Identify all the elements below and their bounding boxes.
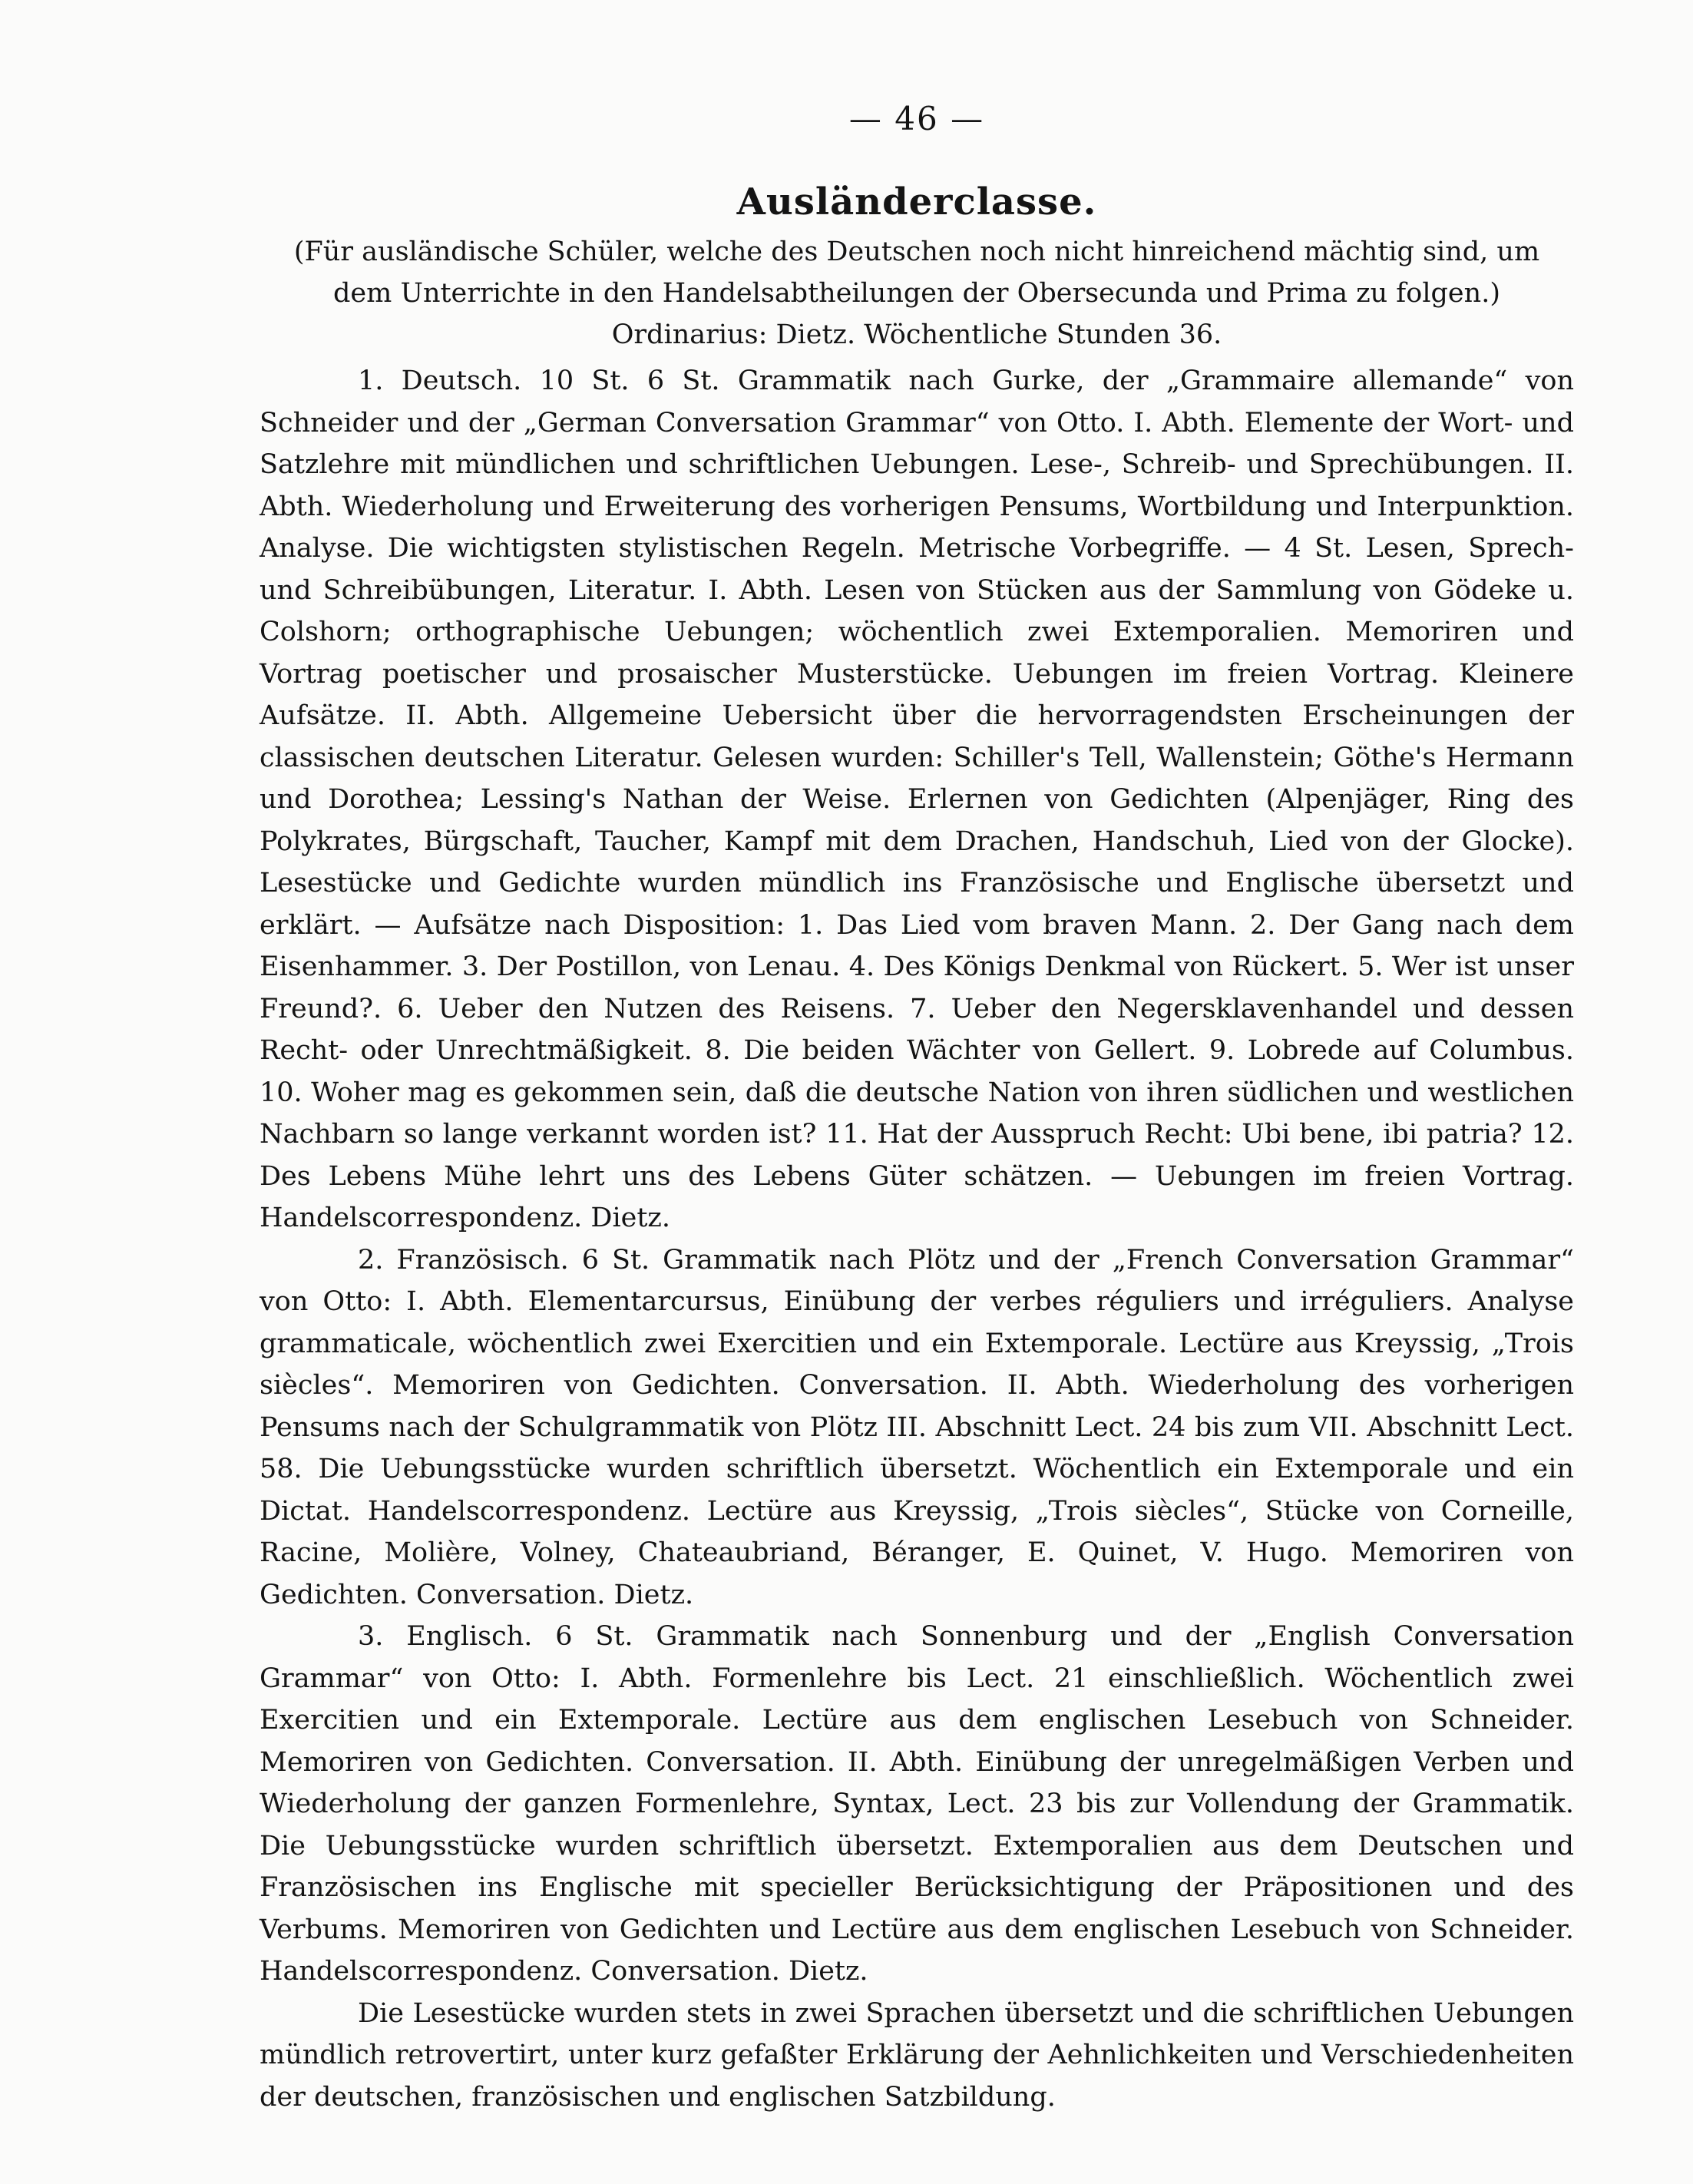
paragraph-closing: Die Lesestücke wurden stets in zwei Sprachen übersetzt und die schriftlichen Uebungen mündlich retrovertirt, unter kurz gefaßter Erklärung der Aehnlichkeiten und Verschiedenheiten der deutschen, französischen und englischen Satzbildung. [260,1997,1574,2113]
document-page [260,100,1574,2118]
paragraph-englisch: 3. Englisch. 6 St. Grammatik nach Sonnenburg und der „English Conversation Grammar“ von Otto: I. Abth. Formenlehre bis Lect. 21 einschließlich. Wöchentlich zwei Exercitien und ein Extemporale. Lectüre aus dem englischen Lesebuch von Schneider. Memoriren von Gedichten. Conversation. II. Abth. Einübung der unregelmäßigen Verben und Wiederholung der ganzen Formenlehre, Syntax, Lect. 23 bis zur Vollendung der Grammatik. Die Uebungsstücke wurden schriftlich übersetzt. Extemporalien aus dem Deutschen und Französischen ins Englische mit specieller Berücksichtigung der Präpositionen und des Verbums. Memoriren von Gedichten und Lectüre aus dem englischen Lesebuch von Schneider. Handelscorrespondenz. Conversation. Dietz. [260,1621,1574,1987]
ordinarius-line: Ordinarius: Dietz. Wöchentliche Stunden 36. [611,319,1222,350]
paragraph-deutsch: 1. Deutsch. 10 St. 6 St. Grammatik nach Gurke, der „Grammaire allemande“ von Schneider und der „German Conversation Grammar“ von Otto. I. Abth. Elemente der Wort- und Satzlehre mit mündlichen und schriftlichen Uebungen. Lese-, Schreib- und Sprechübungen. II. Abth. Wiederholung und Erweiterung des vorherigen Pensums, Wortbildung und Interpunktion. Analyse. Die wichtigsten stylistischen Regeln. Metrische Vorbegriffe. — 4 St. Lesen, Sprech- und Schreibübungen, Literatur. I. Abth. Lesen von Stücken aus der Sammlung von Gödeke u. Colshorn; orthographische Uebungen; wöchentlich zwei Extemporalien. Memoriren und Vortrag poetischer und prosaischer Musterstücke. Uebungen im freien Vortrag. Kleinere Aufsätze. II. Abth. Allgemeine Uebersicht über die hervorragendsten Erscheinungen der classischen deutschen Literatur. Gelesen wurden: Schiller's Tell, Wallenstein; Göthe's Hermann und Dorothea; Lessing's Nathan der Weise. Erlernen von Gedichten (Alpenjäger, Ring des Polykrates, Bürgschaft, Taucher, Kampf mit dem Drachen, Handschuh, Lied von der Glocke). Lesestücke und Gedichte wurden mündlich ins Französische und Englische übersetzt und erklärt. — Aufsätze nach Disposition: 1. Das Lied vom braven Mann. 2. Der Gang nach dem Eisenhammer. 3. Der Postillon, von Lenau. 4. Des Königs Denkmal von Rückert. 5. Wer ist unser Freund?. 6. Ueber den Nutzen des Reisens. 7. Ueber den Negersklavenhandel und dessen Recht- oder Unrechtmäßigkeit. 8. Die beiden Wächter von Gellert. 9. Lobrede auf Columbus. 10. Woher mag es gekommen sein, daß die deutsche Nation von ihren südlichen und westlichen Nachbarn so lange verkannt worden ist? 11. Hat der Ausspruch Recht: Ubi bene, ibi patria? 12. Des Lebens Mühe lehrt uns des Lebens Güter schätzen. — Uebungen im freien Vortrag. Handelscorrespondenz. Dietz. [260,366,1574,1233]
paragraph-franzoesisch: 2. Französisch. 6 St. Grammatik nach Plötz und der „French Conversation Grammar“ von Otto: I. Abth. Elementarcursus, Einübung der verbes réguliers und irréguliers. Analyse grammaticale, wöchentlich zwei Exercitien und ein Extemporale. Lectüre aus Kreyssig, „Trois siècles“. Memoriren von Gedichten. Conversation. II. Abth. Wiederholung des vorherigen Pensums nach der Schulgrammatik von Plötz III. Abschnitt Lect. 24 bis zum VII. Abschnitt Lect. 58. Die Uebungsstücke wurden schriftlich übersetzt. Wöchentlich ein Extemporale und ein Dictat. Handelscorrespondenz. Lectüre aus Kreyssig, „Trois siècles“, Stücke von Corneille, Racine, Molière, Volney, Chateaubriand, Béranger, E. Quinet, V. Hugo. Memoriren von Gedichten. Conversation. Dietz. [260,1244,1574,1610]
section-title: Ausländerclasse. [736,180,1097,223]
section-subtitle: (Für ausländische Schüler, welche des Deutschen noch nicht hinreichend mächtig sind, um dem Unterrichte in den Handelsabtheilungen der Obersecunda und Prima zu folgen.) [293,237,1540,309]
page-number: — 46 — [848,100,985,137]
